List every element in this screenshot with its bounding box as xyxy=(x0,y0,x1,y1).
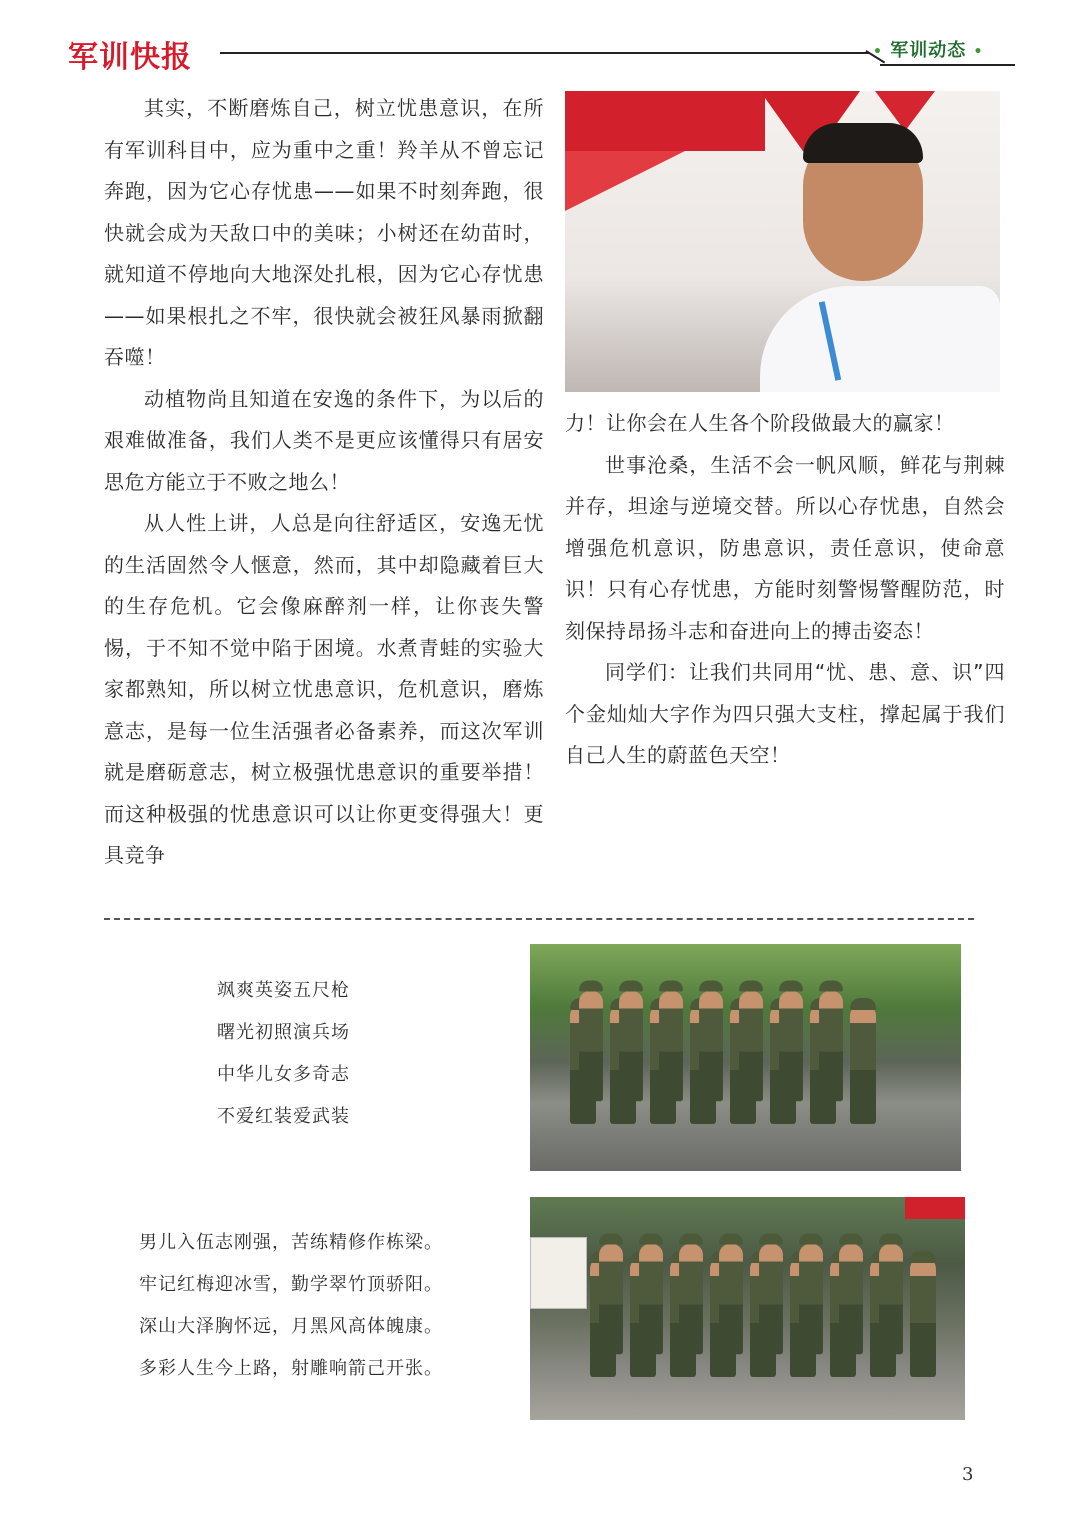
soldier-cap xyxy=(599,1233,623,1244)
soldier-figure xyxy=(759,1244,783,1354)
soldier-figure xyxy=(739,991,763,1101)
soldier-cap xyxy=(910,1251,936,1263)
soldier-figure xyxy=(779,991,803,1101)
soldier-figure xyxy=(879,1244,903,1354)
bullet-dot-left: • xyxy=(873,44,883,60)
soldier-cap xyxy=(699,980,723,991)
soldier-cap xyxy=(879,1233,903,1244)
section-label: 军训动态 xyxy=(890,40,967,61)
soldier-figure xyxy=(659,991,683,1101)
soldier-figure xyxy=(819,991,843,1101)
troop-photo-male xyxy=(530,1197,965,1420)
soldier-figure xyxy=(719,1244,743,1354)
poem-line: 牢记红梅迎冰雪，勤学翠竹顶骄阳。 xyxy=(139,1274,443,1295)
paragraph: 力！让你会在人生各个阶段做最大的赢家！ xyxy=(565,411,955,435)
paragraph: 同学们：让我们共同用“忧、患、意、识”四个金灿灿大字作为四只强大支柱，撑起属于我们自己人生的蔚蓝色天空！ xyxy=(565,660,1005,767)
soldier-cap xyxy=(619,980,643,991)
soldier-figure xyxy=(699,991,723,1101)
poem-line: 多彩人生今上路，射雕响箭己开张。 xyxy=(139,1358,443,1379)
paragraph: 从人性上讲，人总是向往舒适区，安逸无忧的生活固然令人惬意，然而，其中却隐藏着巨大的生存危机。它会像麻醉剂一样，让你丧失警惕，于不知不觉中陷于困境。水煮青蛙的实验大家都熟知，所以树立忧患意识，危机意识，磨炼意志，是每一位生活强者必备素养，而这次军训就是磨砺意志，树立极强忧患意识的重要举措！而这种极强的忧患意识可以让你更变得强大！更具竞争 xyxy=(104,511,544,867)
soldier-figure xyxy=(850,1004,876,1124)
poem-line: 曙光初照演兵场 xyxy=(217,1022,350,1043)
soldier-cap xyxy=(659,980,683,991)
soldier-figure xyxy=(799,1244,823,1354)
soldier-cap xyxy=(799,1233,823,1244)
poem-line: 飒爽英姿五尺枪 xyxy=(217,980,350,1001)
red-banner xyxy=(905,1197,965,1219)
soldier-cap xyxy=(819,980,843,991)
notice-board xyxy=(530,1237,587,1309)
soldier-figure xyxy=(619,991,643,1101)
soldier-cap xyxy=(779,980,803,991)
soldier-cap xyxy=(579,980,603,991)
page-number: 3 xyxy=(962,1464,974,1485)
soldier-cap xyxy=(639,1233,663,1244)
paragraph: 世事沧桑，生活不会一帆风顺，鲜花与荆棘并存，坦途与逆境交替。所以心存忧患，自然会增强危机意识，防患意识，责任意识，使命意识！只有心存忧患，方能时刻警惕警醒防范，时刻保持昂扬斗志和奋进向上的搏击姿态！ xyxy=(565,452,1005,643)
article-right-column xyxy=(565,403,1005,777)
poem-line: 中华儿女多奇志 xyxy=(217,1064,350,1085)
poem-1 xyxy=(217,970,350,1138)
soldier-figure xyxy=(579,991,603,1101)
poem-line: 不爱红装爱武装 xyxy=(217,1106,350,1127)
paragraph: 动植物尚且知道在安逸的条件下，为以后的艰难做准备，我们人类不是更应该懂得只有居安思危方能立于不败之地么！ xyxy=(104,386,544,494)
soldier-cap xyxy=(850,998,876,1010)
soldier-figure xyxy=(679,1244,703,1354)
soldier-cap xyxy=(679,1233,703,1244)
soldier-figure xyxy=(599,1244,623,1354)
header-rule-right xyxy=(880,64,1015,66)
newsletter-title: 军训快报 xyxy=(68,40,192,75)
soldier-cap xyxy=(719,1233,743,1244)
soldier-figure xyxy=(910,1257,936,1377)
soldier-cap xyxy=(759,1233,783,1244)
header-rule xyxy=(220,52,870,54)
red-flag-shape xyxy=(565,91,765,151)
troop-photo-female xyxy=(530,944,961,1171)
article-left-column xyxy=(104,88,544,877)
dashed-divider xyxy=(104,918,974,920)
soldier-cap xyxy=(839,1233,863,1244)
red-flag-shape xyxy=(565,151,685,211)
poem-2 xyxy=(139,1222,443,1390)
paragraph: 其实，不断磨炼自己，树立忧患意识，在所有军训科目中，应为重中之重！羚羊从不曾忘记奔跑，因为它心存忧患——如果不时刻奔跑，很快就会成为天敌口中的美味；小树还在幼苗时，就知道不停地向大地深处扎根，因为它心存忧患——如果根扎之不牢，很快就会被狂风暴雨掀翻吞噬！ xyxy=(104,96,544,369)
soldier-cap xyxy=(739,980,763,991)
speaker-hair xyxy=(803,123,923,163)
soldier-figure xyxy=(639,1244,663,1354)
poem-line: 深山大泽胸怀远，月黑风高体魄康。 xyxy=(139,1316,443,1337)
section-tag xyxy=(873,36,983,62)
bullet-dot-right: • xyxy=(973,44,984,60)
speaker-photo xyxy=(565,91,1000,392)
poem-line: 男儿入伍志刚强，苦练精修作栋梁。 xyxy=(139,1232,443,1253)
soldier-figure xyxy=(839,1244,863,1354)
